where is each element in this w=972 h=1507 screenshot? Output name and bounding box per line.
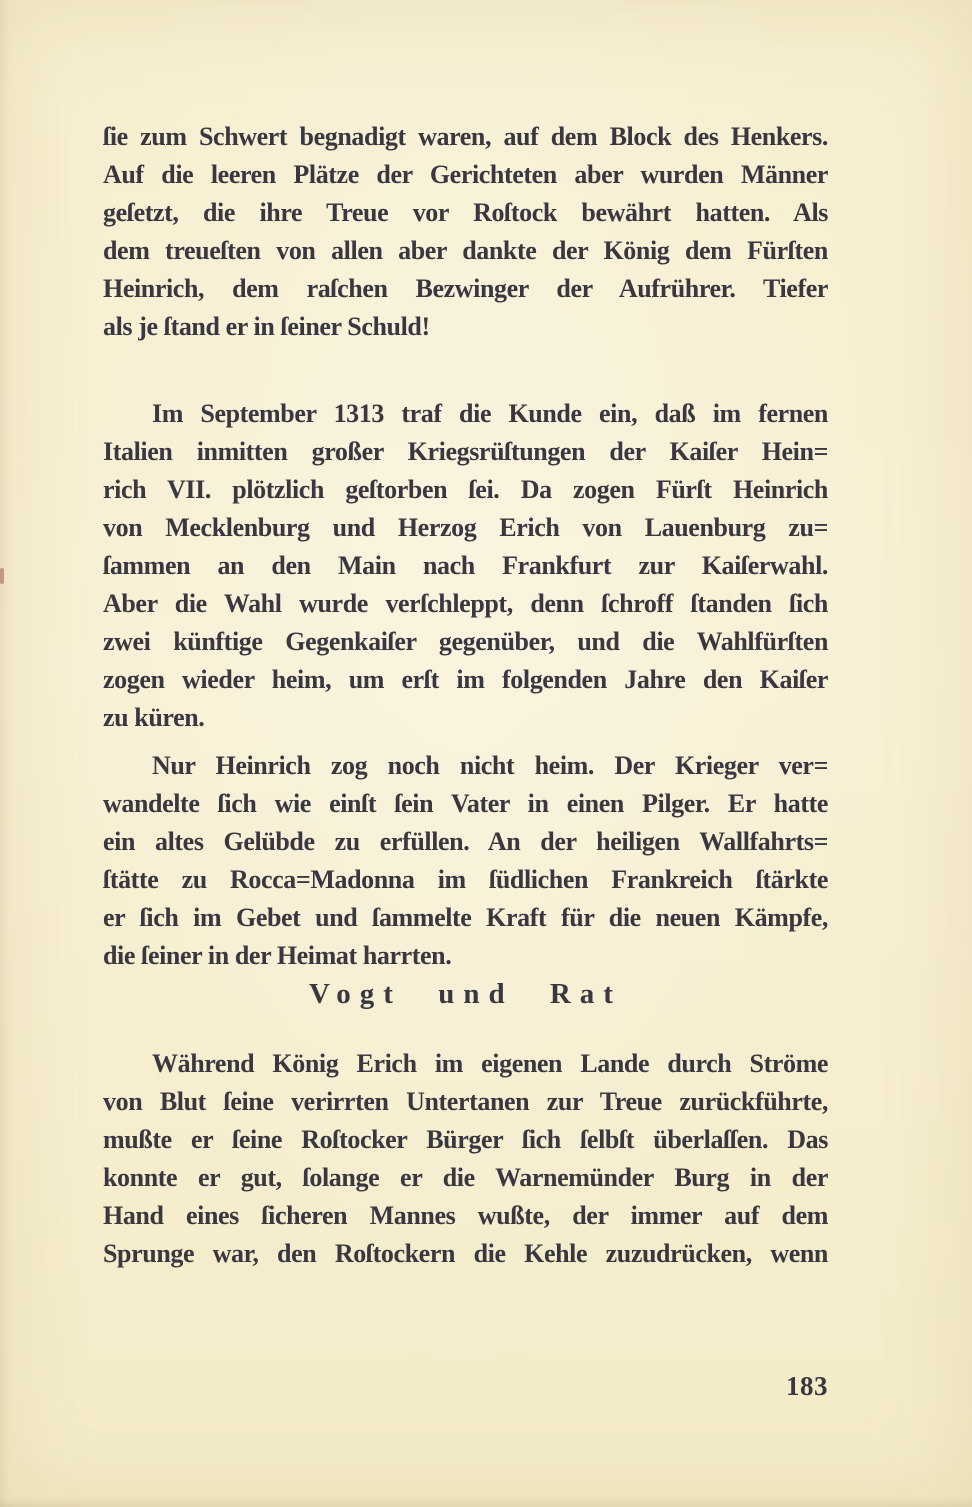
text-line: Auf die leeren Plätze der Gerichteten aber wurden Männer: [103, 160, 828, 189]
scan-edge-shadow-bottom: [0, 1497, 972, 1507]
scan-edge-shadow-left: [0, 0, 10, 1507]
text-line: rich VII. plötzlich geſtorben ſei. Da zogen Fürſt Heinrich: [103, 475, 828, 504]
text-line: von Blut ſeine verirrten Untertanen zur Treue zurückführte,: [103, 1087, 828, 1116]
text-line: Heinrich, dem raſchen Bezwinger der Aufrührer. Tiefer: [103, 274, 828, 303]
scan-artifact: [0, 568, 4, 584]
text-line: konnte er gut, ſolange er die Warnemünder Burg in der: [103, 1163, 828, 1192]
text-line: von Mecklenburg und Herzog Erich von Lauenburg zu=: [103, 513, 828, 542]
text-line: geſetzt, die ihre Treue vor Roſtock bewährt hatten. Als: [103, 198, 828, 227]
text-line: ſammen an den Main nach Frankfurt zur Kaiſerwahl.: [103, 551, 828, 580]
text-line: ein altes Gelübde zu erfüllen. An der heiligen Wallfahrts=: [103, 827, 828, 856]
text-line: als je ſtand er in ſeiner Schuld!: [103, 312, 430, 341]
text-line: wandelte ſich wie einſt ſein Vater in einen Pilger. Er hatte: [103, 789, 828, 818]
text-line: Im September 1313 traf die Kunde ein, daß im fernen: [152, 399, 828, 428]
text-line: Hand eines ſicheren Mannes wußte, der immer auf dem: [103, 1201, 828, 1230]
text-line: Sprunge war, den Roſtockern die Kehle zuzudrücken, wenn: [103, 1239, 828, 1268]
text-line: Nur Heinrich zog noch nicht heim. Der Krieger ver=: [152, 751, 828, 780]
paragraph-henkers: [103, 118, 828, 346]
text-line: ſtätte zu Rocca=Madonna im ſüdlichen Frankreich ſtärkte: [103, 865, 828, 894]
text-line: dem treueſten von allen aber dankte der König dem Fürſten: [103, 236, 828, 265]
text-line: Aber die Wahl wurde verſchleppt, denn ſchroff ſtanden ſich: [103, 589, 828, 618]
text-line: zwei künftige Gegenkaiſer gegenüber, und die Wahlfürſten: [103, 627, 828, 656]
text-line: die ſeiner in der Heimat harrten.: [103, 941, 452, 970]
chapter-heading: Vogt und Rat: [309, 978, 622, 1010]
text-line: mußte er ſeine Roſtocker Bürger ſich ſelbſt überlaſſen. Das: [103, 1125, 828, 1154]
paragraph-pilger: [103, 747, 828, 975]
text-line: zu küren.: [103, 703, 205, 732]
text-line: ſie zum Schwert begnadigt waren, auf dem Block des Henkers.: [103, 122, 828, 151]
paragraph-september-1313: [103, 395, 828, 737]
paragraph-vogt-und-rat: [103, 1045, 828, 1273]
text-line: Italien inmitten großer Kriegsrüſtungen der Kaiſer Hein=: [103, 437, 828, 466]
page-text: [103, 118, 828, 1273]
page-number: 183: [786, 1371, 828, 1401]
text-line: Während König Erich im eigenen Lande durch Ströme: [152, 1049, 828, 1078]
text-line: er ſich im Gebet und ſammelte Kraft für die neuen Kämpfe,: [103, 903, 828, 932]
text-line: zogen wieder heim, um erſt im folgenden Jahre den Kaiſer: [103, 665, 828, 694]
